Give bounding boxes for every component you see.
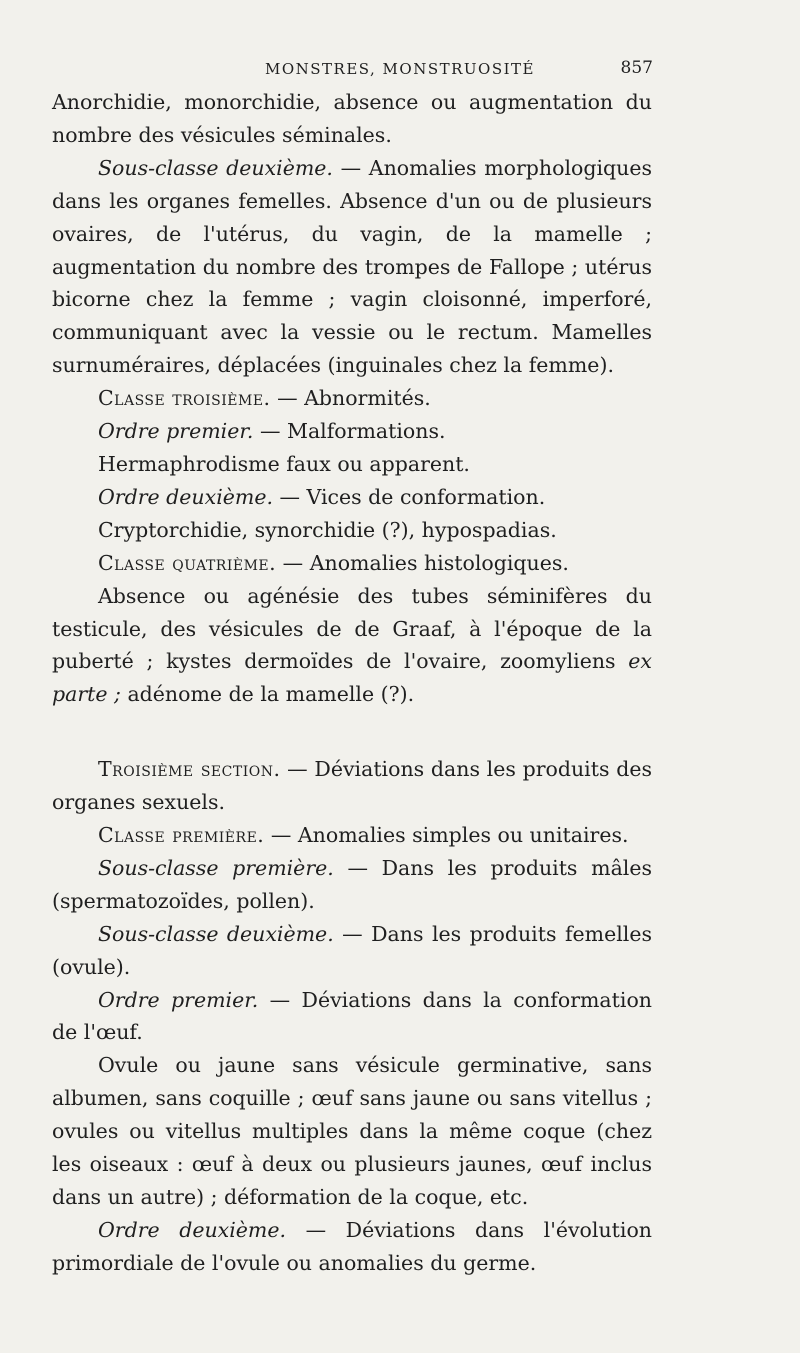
heading-text: — Abnormités. xyxy=(270,386,431,411)
paragraph-anorchidie xyxy=(52,86,652,152)
heading-classe-premiere xyxy=(52,819,652,852)
paragraph-text: — Anomalies morphologiques dans les organes femelles. Absence d'un ou de plusieurs ovaires, de l'utérus, du vagin, de la mamelle ; augmentation du nombre des trompes de Fallope ; utérus bicorne chez la femme ; vagin cloisonné, imperforé, communiquant avec la vessie ou le rectum. Mamelles surnuméraires, déplacées (inguinales chez la femme). xyxy=(52,155,652,378)
heading-label: Ordre deuxième. xyxy=(98,1217,287,1242)
heading-ordre-premier xyxy=(52,415,652,448)
heading-text: — Anomalies histologiques. xyxy=(276,550,569,575)
heading-classe-quatrieme xyxy=(52,547,652,580)
heading-text: — Malformations. xyxy=(253,419,446,444)
heading-label: Sous-classe première. xyxy=(98,855,334,880)
paragraph-text: Ovule ou jaune sans vésicule germinative, sans albumen, sans coquille ; œuf sans jaune ou sans vitellus ; ovules ou vitellus multiples dans la même coque (chez les oiseaux : œuf à deux ou plusieurs jaunes, œuf inclus dans un autre) ; déformation de la coque, etc. xyxy=(52,1053,652,1209)
heading-ordre-deuxieme xyxy=(52,481,652,514)
paragraph-hermaphrodisme xyxy=(52,448,652,481)
latin-phrase: ex parte ; xyxy=(52,649,652,707)
heading-ordre-deuxieme-germe xyxy=(52,1214,652,1280)
heading-text: — Déviations dans l'évolution primordiale de l'ovule ou anomalies du germe. xyxy=(52,1217,652,1275)
heading-label: Sous-classe deuxième. xyxy=(98,921,334,946)
paragraph-cryptorchidie xyxy=(52,514,652,547)
paragraph-text: adénome de la mamelle (?). xyxy=(120,682,415,707)
heading-text: — Vices de conformation. xyxy=(272,484,546,509)
paragraph-sous-classe-deuxieme xyxy=(52,152,652,382)
heading-label: Classe première. xyxy=(98,823,265,848)
paragraph-ovule-jaune xyxy=(52,1049,652,1214)
heading-ordre-premier-oeuf xyxy=(52,984,652,1050)
heading-label: Ordre premier. xyxy=(98,419,254,444)
heading-troisieme-section xyxy=(52,753,652,819)
heading-classe-troisieme xyxy=(52,382,652,415)
section-gap xyxy=(52,711,652,753)
heading-text: — Anomalies simples ou unitaires. xyxy=(264,823,629,848)
running-title: MONSTRES, MONSTRUOSITÉ xyxy=(264,60,536,78)
heading-text: — Dans les produits femelles (ovule). xyxy=(52,921,652,979)
heading-sous-classe-deuxieme-ovule xyxy=(52,918,652,984)
heading-text: — Déviations dans les produits des organes sexuels. xyxy=(52,757,652,815)
paragraph-text: Hermaphrodisme faux ou apparent. xyxy=(98,451,470,476)
heading-sous-classe-premiere xyxy=(52,852,652,918)
running-head xyxy=(0,58,800,88)
paragraph-text: Absence ou agénésie des tubes séminifères du testicule, des vésicules de de Graaf, à l'époque de la puberté ; kystes dermoïdes de l'ovaire, zoomyliens xyxy=(52,583,652,674)
heading-text: — Déviations dans la conformation de l'œuf. xyxy=(52,987,652,1045)
page-number: 857 xyxy=(620,58,653,78)
heading-label: Ordre deuxième. xyxy=(98,484,273,509)
body-text xyxy=(52,86,652,1280)
heading-label: Troisième section. xyxy=(98,757,281,782)
paragraph-text: Anorchidie, monorchidie, absence ou augmentation du nombre des vésicules séminales. xyxy=(52,90,652,147)
heading-label: Ordre premier. xyxy=(98,987,259,1012)
paragraph-absence-agenesie xyxy=(52,580,652,712)
paragraph-text: Cryptorchidie, synorchidie (?), hypospadias. xyxy=(98,517,557,542)
heading-label: Classe quatrième. xyxy=(98,550,277,575)
heading-sous-classe-deuxieme: Sous-classe deuxième. xyxy=(98,155,333,180)
heading-text: — Dans les produits mâles (spermatozoïdes, pollen). xyxy=(52,855,652,913)
heading-label: Classe troisième. xyxy=(98,386,271,411)
